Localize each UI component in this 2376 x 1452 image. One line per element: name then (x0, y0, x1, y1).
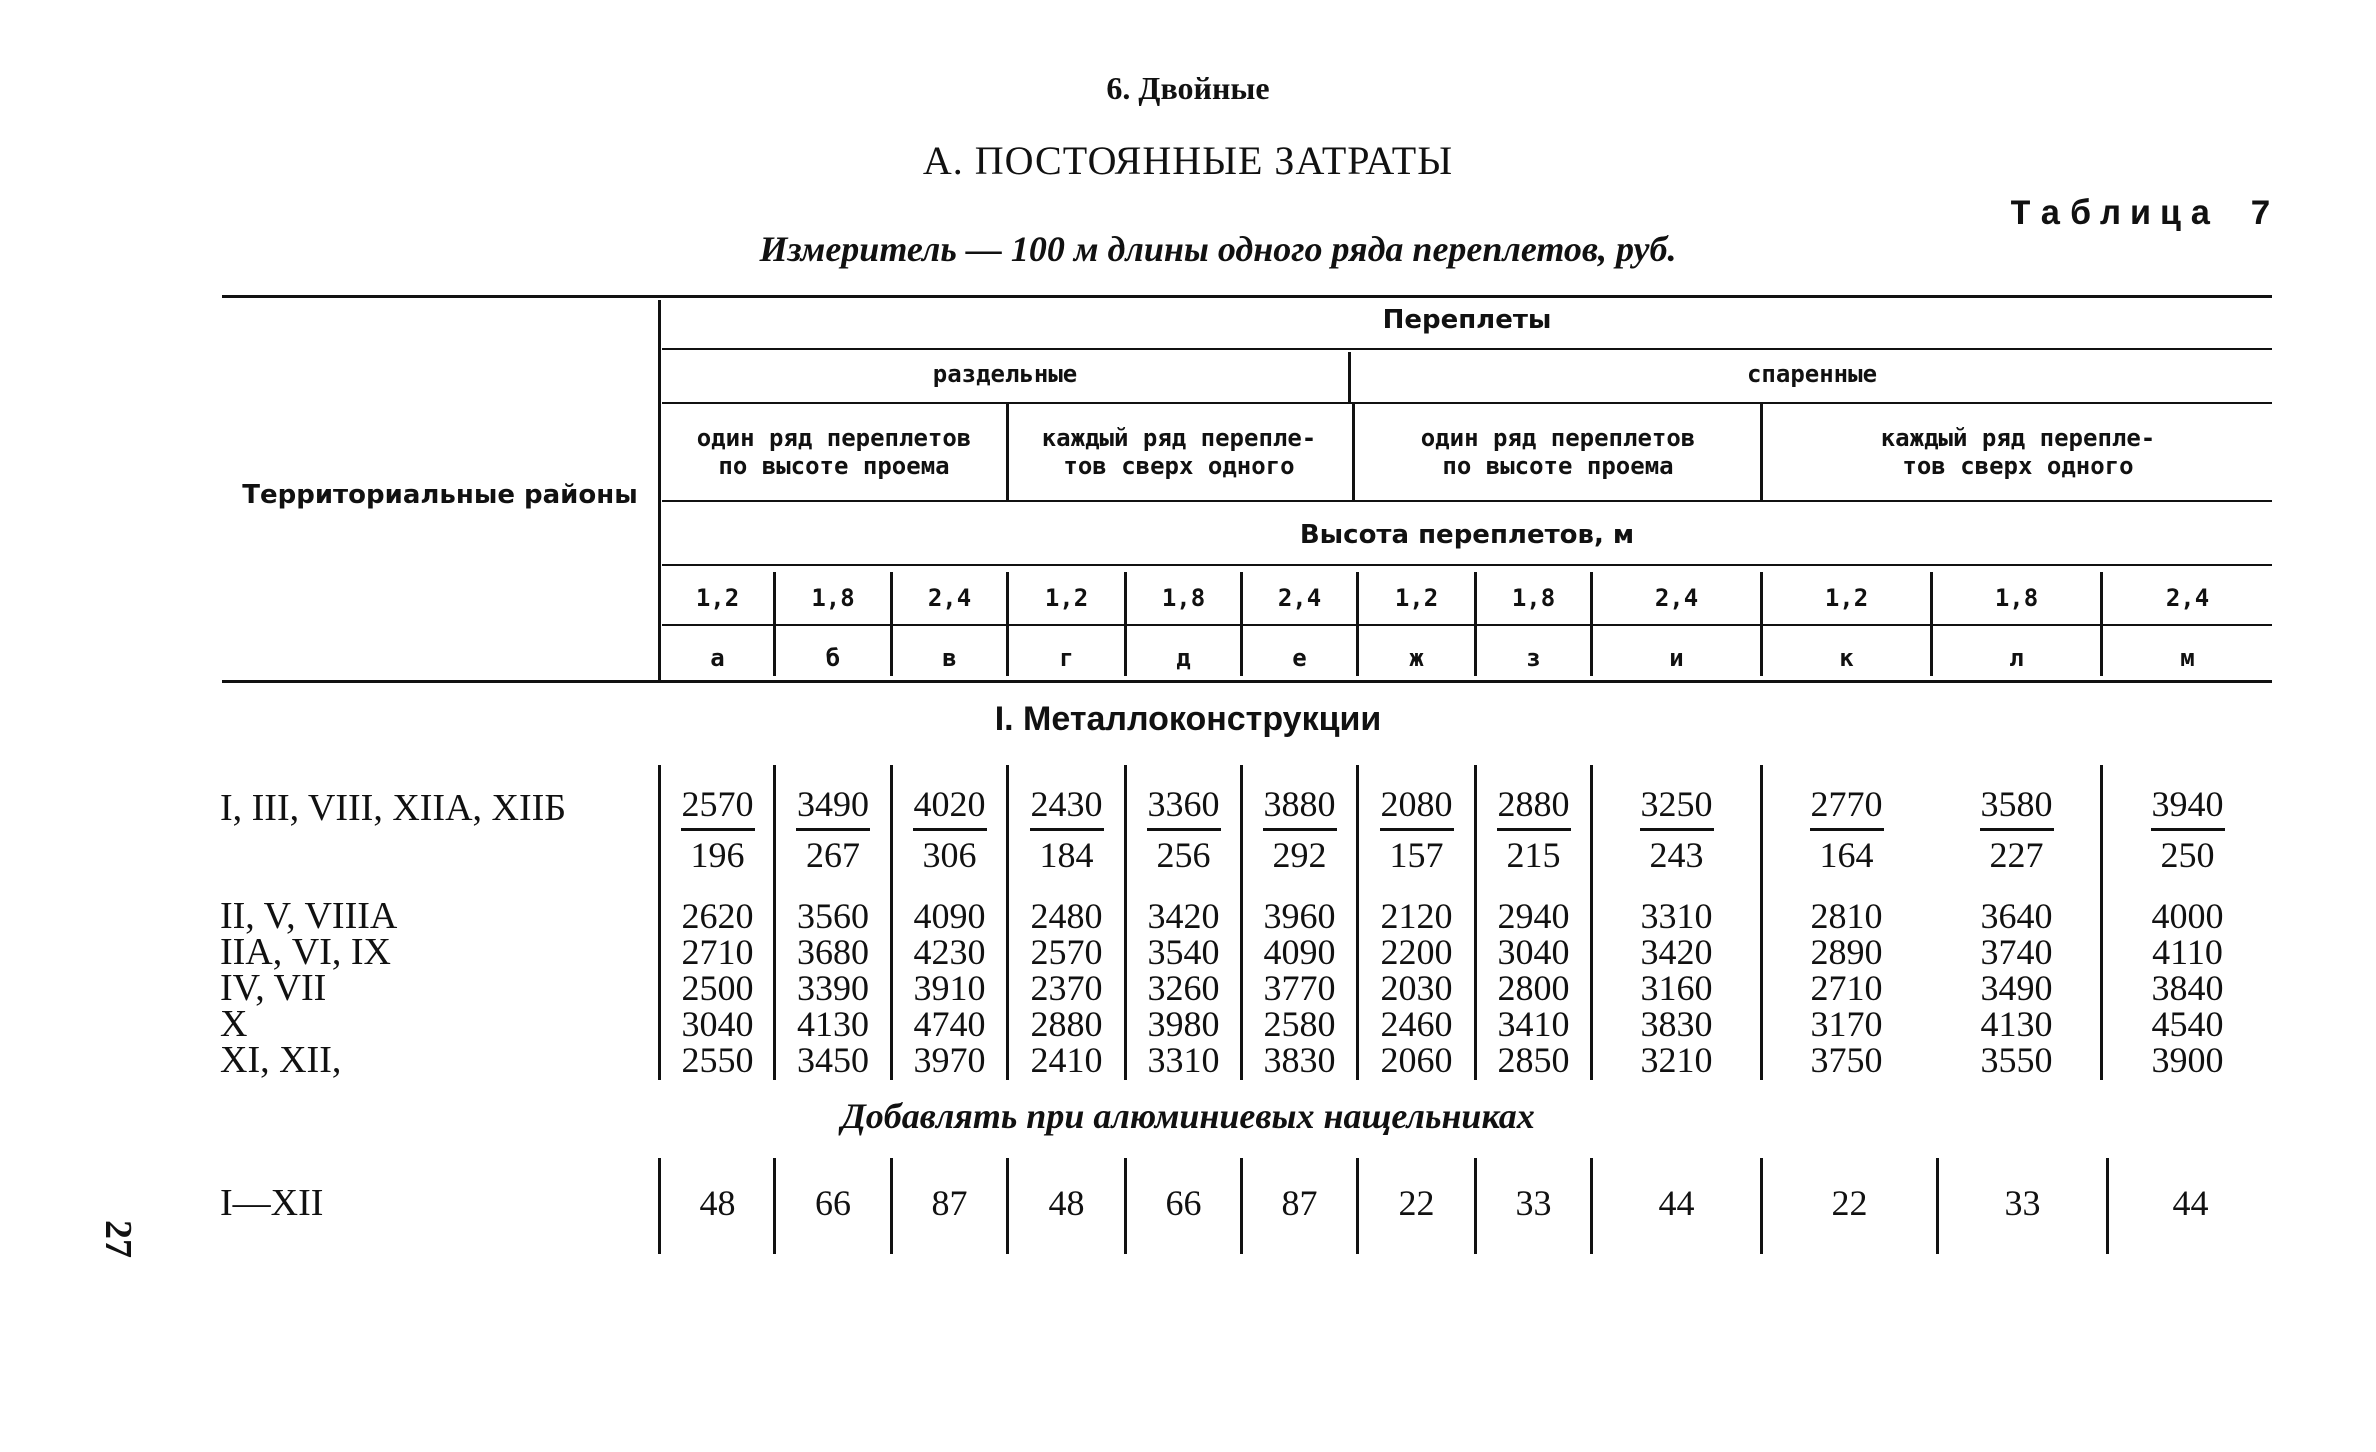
height-label-header: Высота переплетов, м (1299, 520, 1635, 550)
table-cell: 3830 (1263, 1040, 1336, 1080)
letter-cell: л (2009, 644, 2024, 672)
height-cell: 1,8 (1511, 584, 1556, 612)
letter-cell: ж (1409, 644, 1424, 672)
table-cell: 4130 (797, 1004, 869, 1044)
table-cell: 2410 (1030, 1040, 1103, 1080)
table-cell: 3160 (1640, 968, 1713, 1008)
table-cell: 3640 (1980, 896, 2053, 936)
table-cell: 2120 (1380, 896, 1453, 936)
header-divider-sub-2 (1352, 404, 1355, 500)
table-cell: 3310 (1640, 896, 1713, 936)
numerator: 3940 (2151, 784, 2224, 824)
row-name: IV, VII (220, 967, 327, 1009)
height-cell: 2,4 (2165, 584, 2210, 612)
letter-cell: б (825, 644, 841, 672)
fraction-bar (1380, 828, 1454, 831)
table-cell: 2370 (1030, 968, 1103, 1008)
fraction-cell (1933, 784, 2100, 875)
table-cell: 3420 (1147, 896, 1220, 936)
group-top-header: Переплеты (1382, 305, 1552, 335)
height-cell: 2,4 (1654, 584, 1699, 612)
height-cell: 1,2 (1824, 584, 1869, 612)
denominator: 292 (1272, 835, 1327, 875)
numerator: 2770 (1810, 784, 1883, 824)
denominator: 250 (2160, 835, 2215, 875)
table-label: Таблица 7 (2009, 195, 2280, 235)
numerator: 2880 (1497, 784, 1570, 824)
denominator: 196 (690, 835, 745, 875)
add-divider (658, 1158, 661, 1254)
fraction-cell (776, 784, 890, 875)
table-cell: 2480 (1030, 896, 1103, 936)
table-cell: 3040 (1497, 932, 1570, 972)
sub-each-row-line2: тов сверх одного (1902, 452, 2134, 480)
table-cell: 4230 (913, 932, 986, 972)
row-name: XI, XII, (220, 1039, 342, 1081)
section-metal-heading: I. Металлоконструкции (994, 700, 1382, 738)
add-cell: 66 (815, 1183, 851, 1223)
sub-each-row-line2: тов сверх одного (1063, 452, 1295, 480)
height-cell: 1,8 (1994, 584, 2039, 612)
numerator: 3880 (1263, 784, 1336, 824)
letter-cell: а (710, 644, 725, 672)
rule-under-heights (662, 624, 2272, 626)
body-divider (658, 765, 661, 1080)
fraction-cell (1477, 784, 1590, 875)
table-cell: 3210 (1640, 1040, 1713, 1080)
rule-under-height-label (662, 564, 2272, 566)
sub-each-row-line1: каждый ряд перепле- (1880, 424, 2156, 452)
add-cell: 48 (699, 1183, 736, 1223)
table-cell: 2570 (1030, 932, 1103, 972)
height-cell: 1,2 (1394, 584, 1439, 612)
row-name-fraction: I, III, VIII, XIIА, XIIБ (220, 787, 567, 829)
add-cell: 87 (931, 1183, 968, 1223)
table-cell: 3450 (797, 1040, 869, 1080)
letter-cell: з (1526, 644, 1541, 672)
section-number-title: 6. Двойные (1106, 70, 1270, 106)
table-cell: 3170 (1810, 1004, 1883, 1044)
table-cell: 3420 (1640, 932, 1713, 972)
row-name: X (220, 1003, 248, 1045)
group-separate-header: раздельные (932, 360, 1078, 388)
add-cell: 22 (1831, 1183, 1868, 1223)
denominator: 164 (1819, 835, 1874, 875)
sub-each-row-paired (1764, 424, 2272, 480)
table-cell: 3770 (1263, 968, 1336, 1008)
fraction-bar (1980, 828, 2054, 831)
table-cell: 3560 (797, 896, 869, 936)
sub-one-row-line1: один ряд переплетов (1420, 424, 1696, 452)
sub-one-row-separate (662, 424, 1006, 480)
fraction-cell (1359, 784, 1474, 875)
fraction-cell (1593, 784, 1760, 875)
table-cell: 2060 (1380, 1040, 1453, 1080)
add-row-name: I—XII (220, 1182, 324, 1224)
fraction-cell (1127, 784, 1240, 875)
add-cell: 33 (2004, 1183, 2041, 1223)
add-cell: 66 (1165, 1183, 1202, 1223)
header-divider-main (658, 300, 661, 680)
fraction-bar (1640, 828, 1714, 831)
table-cell: 2580 (1263, 1004, 1336, 1044)
rule-under-group (662, 402, 2272, 404)
table-cell: 3040 (681, 1004, 754, 1044)
table-cell: 4090 (913, 896, 986, 936)
fraction-bar (1810, 828, 1884, 831)
row-name: II, V, VIIIА (220, 895, 398, 937)
table-cell: 2460 (1380, 1004, 1453, 1044)
row-name: IIА, VI, IX (220, 931, 391, 973)
table-cell: 2710 (1810, 968, 1883, 1008)
add-cell: 22 (1398, 1183, 1435, 1223)
table-cell: 3960 (1263, 896, 1336, 936)
rule-under-group-top (662, 348, 2272, 350)
header-divider-sub-1 (1006, 404, 1009, 500)
table-cell: 4540 (2151, 1004, 2224, 1044)
sub-each-row-separate (1010, 424, 1348, 480)
sub-one-row-paired (1356, 424, 1760, 480)
height-cell: 2,4 (1277, 584, 1322, 612)
page-number: 27 (97, 1220, 139, 1258)
letter-cell: д (1176, 644, 1191, 672)
table-cell: 2940 (1497, 896, 1570, 936)
numerator: 4020 (913, 784, 986, 824)
table-cell: 3900 (2151, 1040, 2224, 1080)
height-cell: 1,8 (811, 584, 855, 612)
group-paired-header: спаренные (1746, 360, 1878, 388)
fraction-cell (1763, 784, 1930, 875)
fraction-cell (662, 784, 773, 875)
table-cell: 2890 (1810, 932, 1883, 972)
table-top-rule (222, 295, 2272, 298)
row-label-header: Территориальные районы (242, 480, 638, 510)
sub-each-row-line1: каждый ряд перепле- (1041, 424, 1317, 452)
table-cell: 3540 (1147, 932, 1220, 972)
letter-cell: в (942, 644, 957, 672)
add-cell: 44 (1658, 1183, 1695, 1223)
fraction-bar (681, 828, 755, 831)
numerator: 3580 (1980, 784, 2053, 824)
section-title: А. ПОСТОЯННЫЕ ЗАТРАТЫ (922, 138, 1454, 183)
height-cell: 1,8 (1161, 584, 1206, 612)
table-cell: 2620 (681, 896, 754, 936)
denominator: 267 (806, 835, 860, 875)
letter-cell: и (1669, 644, 1684, 672)
table-cell: 3410 (1497, 1004, 1570, 1044)
fraction-bar (796, 828, 870, 831)
table-cell: 3910 (913, 968, 986, 1008)
add-cell: 33 (1515, 1183, 1552, 1223)
numerator: 2430 (1030, 784, 1103, 824)
add-heading: Добавлять при алюминиевых нащельниках (841, 1096, 1535, 1136)
table-cell: 4000 (2151, 896, 2224, 936)
numerator: 2080 (1380, 784, 1453, 824)
header-divider-sub-3 (1760, 404, 1763, 500)
table-cell: 3830 (1640, 1004, 1713, 1044)
table-cell: 2550 (681, 1040, 754, 1080)
height-cell: 1,2 (1044, 584, 1089, 612)
table-cell: 4110 (2152, 932, 2223, 972)
sub-one-row-line2: по высоте проема (1442, 452, 1674, 480)
fraction-bar (1263, 828, 1337, 831)
table-cell: 3550 (1980, 1040, 2053, 1080)
table-cell: 2810 (1810, 896, 1883, 936)
denominator: 157 (1389, 835, 1444, 875)
denominator: 306 (922, 835, 977, 875)
fraction-cell (1009, 784, 1124, 875)
height-cell: 1,2 (695, 584, 740, 612)
table-cell: 3970 (913, 1040, 986, 1080)
table-cell: 2850 (1497, 1040, 1570, 1080)
denominator: 243 (1649, 835, 1704, 875)
table-cell: 3840 (2151, 968, 2224, 1008)
fraction-cell (893, 784, 1006, 875)
sub-one-row-line2: по высоте проема (718, 452, 950, 480)
table-cell: 2710 (681, 932, 754, 972)
table-cell: 3310 (1147, 1040, 1220, 1080)
letter-cell: к (1839, 644, 1854, 672)
numerator: 2570 (681, 784, 754, 824)
sub-one-row-line1: один ряд переплетов (696, 424, 972, 452)
add-cell: 87 (1281, 1183, 1318, 1223)
numerator: 3490 (797, 784, 869, 824)
table-cell: 3750 (1810, 1040, 1883, 1080)
height-cell: 2,4 (927, 584, 972, 612)
table-cell: 3390 (797, 968, 869, 1008)
fraction-bar (913, 828, 987, 831)
table-cell: 3740 (1980, 932, 2053, 972)
letter-cell: г (1059, 644, 1074, 672)
fraction-cell (2103, 784, 2272, 875)
fraction-cell (1243, 784, 1356, 875)
denominator: 215 (1506, 835, 1561, 875)
table-cell: 3980 (1147, 1004, 1220, 1044)
header-divider-groups (1348, 352, 1351, 402)
rule-under-subgroup (662, 500, 2272, 502)
table-cell: 2500 (681, 968, 754, 1008)
fraction-bar (1497, 828, 1571, 831)
denominator: 184 (1039, 835, 1094, 875)
table-cell: 2880 (1030, 1004, 1103, 1044)
denominator: 256 (1156, 835, 1211, 875)
table-cell: 4740 (913, 1004, 986, 1044)
letter-cell: е (1292, 644, 1307, 672)
table-cell: 3680 (797, 932, 869, 972)
table-cell: 4130 (1980, 1004, 2053, 1044)
table-cell: 3490 (1980, 968, 2053, 1008)
denominator: 227 (1989, 835, 2044, 875)
table-cell: 2030 (1380, 968, 1453, 1008)
table-cell: 2200 (1380, 932, 1453, 972)
table-cell: 3260 (1147, 968, 1220, 1008)
add-cell: 48 (1048, 1183, 1085, 1223)
fraction-bar (2151, 828, 2225, 831)
table-header-bottom-rule (222, 680, 2272, 683)
numerator: 3250 (1640, 784, 1713, 824)
measure-label: Измеритель — 100 м длины одного ряда переплетов, руб. (759, 229, 1677, 269)
fraction-bar (1030, 828, 1104, 831)
table-cell: 4090 (1263, 932, 1336, 972)
add-cell: 44 (2172, 1183, 2209, 1223)
fraction-bar (1147, 828, 1221, 831)
numerator: 3360 (1147, 784, 1220, 824)
table-cell: 2800 (1497, 968, 1570, 1008)
letter-cell: м (2180, 644, 2195, 672)
